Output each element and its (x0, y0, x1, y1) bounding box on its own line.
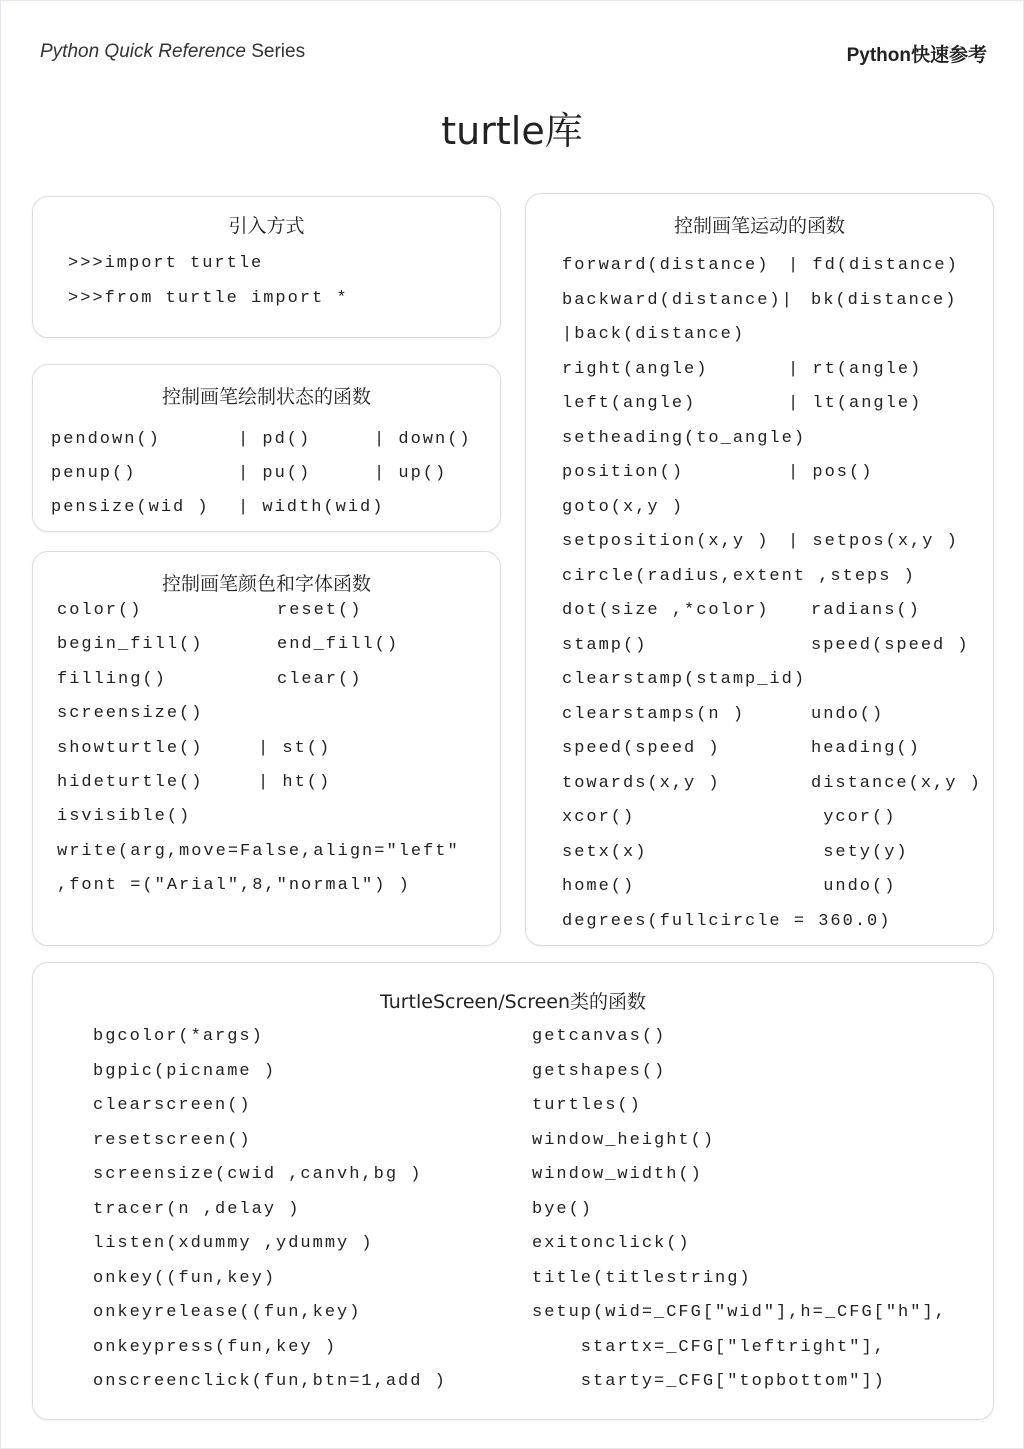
series-label (40, 41, 305, 63)
function-entry: | pd() (238, 430, 312, 449)
panel-title: 控制画笔运动的函数 (673, 215, 845, 237)
function-entry: goto(x,y ) (562, 497, 685, 517)
function-entry: onkeyrelease((fun,key) (93, 1303, 362, 1322)
function-entry: penup() (51, 464, 137, 483)
function-entry: | rt(angle) (788, 359, 923, 379)
function-entry: end_fill() (277, 635, 400, 655)
series-italic: Python Quick Reference (40, 41, 246, 62)
function-entry: | st() (258, 738, 332, 758)
function-entry: turtles() (532, 1096, 642, 1115)
function-entry: | width(wid) (238, 498, 385, 517)
function-entry: exitonclick() (532, 1234, 691, 1253)
function-entry: right(angle) (562, 359, 709, 379)
function-entry: >>>import turtle (68, 254, 264, 273)
function-entry: dot(size ,*color) (562, 601, 770, 620)
function-entry: bye() (532, 1199, 594, 1219)
series-suffix: Series (245, 41, 306, 62)
panel-title: 控制画笔绘制状态的函数 (161, 386, 371, 408)
function-entry: ,font =("Arial",8,"normal") ) (57, 876, 411, 896)
function-entry: towards(x,y ) (562, 773, 721, 793)
function-entry: xcor() (562, 808, 636, 827)
function-entry: onkey((fun,key) (93, 1268, 277, 1288)
function-entry: clear() (277, 669, 363, 689)
function-entry: distance(x,y ) (811, 773, 982, 793)
function-entry: bk(distance) (811, 290, 958, 310)
function-entry: reset() (277, 601, 363, 620)
function-entry: circle(radius,extent ,steps ) (562, 566, 916, 586)
header-right-title: Python快速参考 (846, 45, 987, 66)
function-entry: clearscreen() (93, 1096, 252, 1115)
function-entry: isvisible() (57, 807, 192, 827)
function-entry: setposition(x,y ) (562, 532, 770, 551)
function-entry: setheading(to_angle) (562, 428, 807, 448)
function-entry: | down() (374, 430, 472, 449)
function-entry: bgpic(picname ) (93, 1061, 277, 1081)
function-entry: pendown() (51, 430, 161, 449)
function-entry: >>>from turtle import * (68, 289, 349, 308)
function-entry: ycor() (811, 808, 897, 827)
function-entry: onkeypress(fun,key ) (93, 1337, 338, 1357)
function-entry: left(angle) (562, 394, 697, 413)
function-entry: | up() (374, 464, 448, 483)
function-entry: color() (57, 601, 143, 620)
function-entry: sety(y) (811, 842, 909, 862)
function-entry: onscreenclick(fun,btn=1,add ) (93, 1372, 447, 1391)
function-entry: listen(xdummy ,ydummy ) (93, 1234, 374, 1253)
function-entry: filling() (57, 669, 167, 689)
panel-title: TurtleScreen/Screen类的函数 (379, 991, 647, 1013)
function-entry: resetscreen() (93, 1130, 252, 1150)
function-entry: getshapes() (532, 1061, 667, 1081)
function-entry: | pu() (238, 464, 312, 483)
function-entry: home() (562, 877, 636, 896)
function-entry: |back(distance) (562, 325, 746, 344)
function-entry: | pos() (788, 463, 874, 482)
function-entry: hideturtle() (57, 773, 204, 792)
function-entry: | ht() (258, 773, 332, 792)
function-entry: write(arg,move=False,align="left" (57, 841, 460, 861)
page-title: turtle库 (441, 109, 583, 153)
function-entry: | lt(angle) (788, 394, 923, 413)
function-entry: speed(speed ) (562, 739, 721, 758)
function-entry: undo() (811, 704, 885, 724)
screen-panel (32, 962, 994, 1420)
function-entry: degrees(fullcircle = 360.0) (562, 911, 892, 931)
function-entry: clearstamp(stamp_id) (562, 670, 807, 689)
function-entry: setx(x) (562, 842, 648, 862)
function-entry: screensize(cwid ,canvh,bg ) (93, 1165, 423, 1184)
function-entry: window_height() (532, 1130, 716, 1150)
function-entry: stamp() (562, 635, 648, 655)
function-entry: title(titlestring) (532, 1268, 752, 1288)
function-entry: | fd(distance) (788, 256, 959, 275)
function-entry: startx=_CFG["leftright"], (532, 1337, 886, 1357)
function-entry: showturtle() (57, 738, 204, 758)
function-entry: begin_fill() (57, 635, 204, 655)
function-entry: bgcolor(*args) (93, 1027, 264, 1046)
import-panel (32, 196, 501, 338)
function-entry: radians() (811, 601, 921, 620)
function-entry: speed(speed ) (811, 635, 970, 655)
function-entry: window_width() (532, 1165, 703, 1184)
function-entry: getcanvas() (532, 1027, 667, 1046)
function-entry: position() (562, 463, 685, 482)
function-entry: tracer(n ,delay ) (93, 1199, 301, 1219)
function-entry: clearstamps(n ) (562, 704, 746, 724)
function-entry: backward(distance)| (562, 290, 794, 310)
pen-state-panel (32, 364, 501, 532)
function-entry: starty=_CFG["topbottom"]) (532, 1372, 886, 1391)
function-entry: | setpos(x,y ) (788, 532, 959, 551)
function-entry: heading() (811, 739, 921, 758)
function-entry: screensize() (57, 704, 204, 724)
function-entry: pensize(wid ) (51, 498, 210, 517)
function-entry: undo() (811, 877, 897, 896)
motion-panel (525, 193, 994, 946)
function-entry: setup(wid=_CFG["wid"],h=_CFG["h"], (532, 1303, 947, 1322)
panel-title: 引入方式 (228, 215, 305, 237)
function-entry: forward(distance) (562, 256, 770, 275)
panel-title: 控制画笔颜色和字体函数 (161, 573, 371, 595)
color-font-panel (32, 551, 501, 946)
